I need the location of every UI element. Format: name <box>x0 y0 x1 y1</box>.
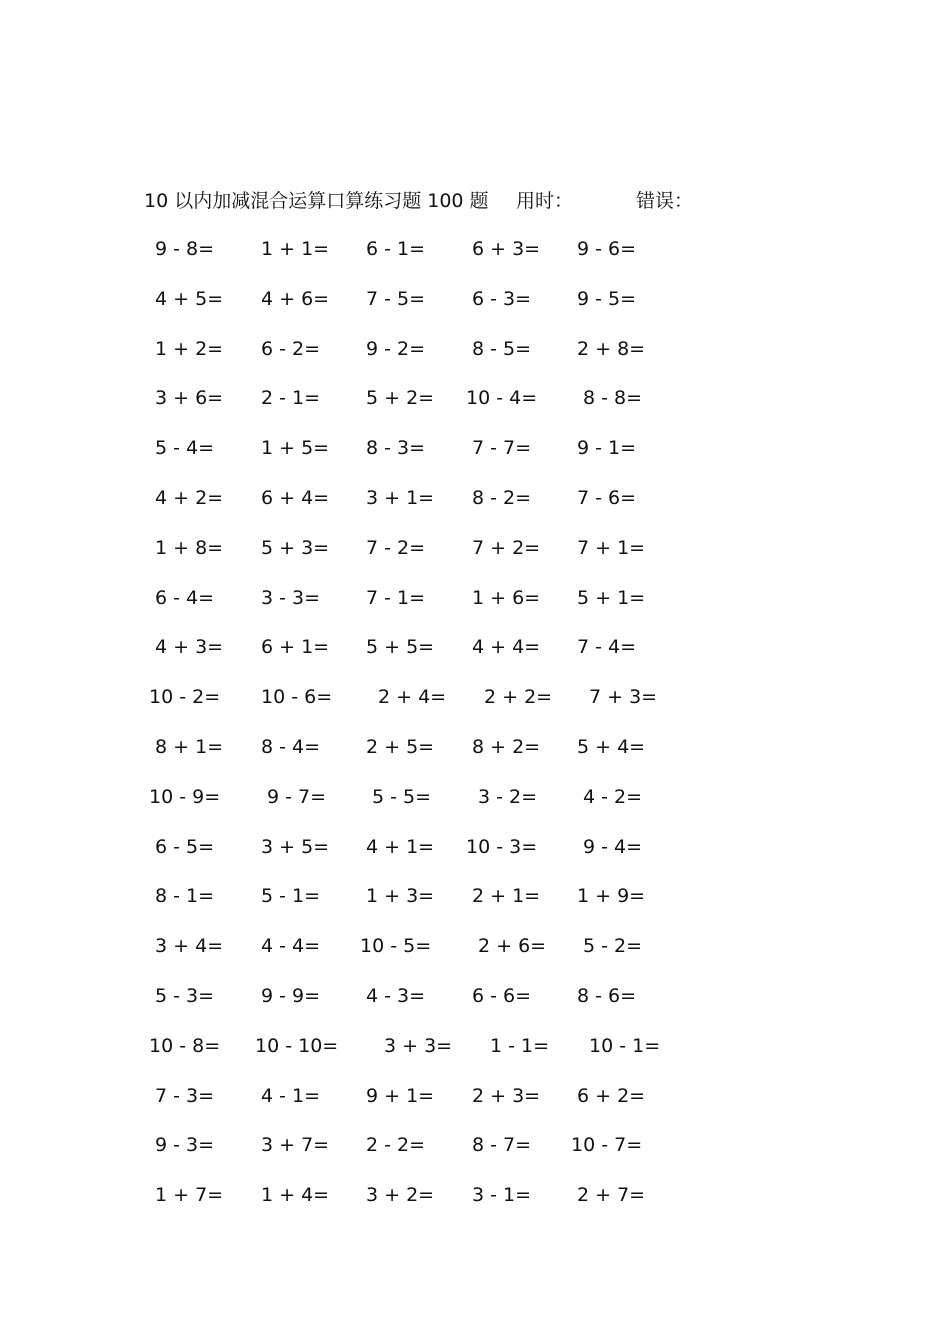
problem-item: 9 + 1= <box>366 1084 435 1107</box>
problem-row <box>0 782 950 832</box>
problem-item: 5 + 4= <box>577 735 646 758</box>
problem-item: 8 + 1= <box>155 735 224 758</box>
problem-row <box>0 732 950 782</box>
problem-item: 4 + 1= <box>366 835 435 858</box>
problem-item: 1 + 1= <box>261 238 330 260</box>
problem-item: 4 - 3= <box>366 984 426 1007</box>
problem-row <box>0 483 950 533</box>
problem-row <box>0 632 950 682</box>
problem-item: 8 - 3= <box>366 437 426 460</box>
problem-item: 6 + 2= <box>577 1084 646 1107</box>
problem-item: 10 - 7= <box>571 1134 643 1157</box>
problem-item: 7 - 1= <box>366 586 426 609</box>
problem-item: 1 - 1= <box>490 1034 550 1057</box>
problem-item: 8 - 5= <box>472 337 532 360</box>
problem-row <box>0 234 950 284</box>
problem-item: 4 - 4= <box>261 935 321 958</box>
problem-item: 1 + 9= <box>577 885 646 908</box>
problem-item: 6 + 3= <box>472 238 541 260</box>
problem-item: 1 + 7= <box>155 1184 224 1207</box>
problem-item: 10 - 4= <box>466 387 538 410</box>
problem-row <box>0 1031 950 1081</box>
error-label: 错误： <box>636 190 694 212</box>
problem-item: 7 - 4= <box>577 636 637 659</box>
problem-item: 9 - 6= <box>577 238 637 260</box>
problem-item: 10 - 9= <box>149 785 221 808</box>
problem-item: 9 - 2= <box>366 337 426 360</box>
problem-item: 3 + 3= <box>384 1034 453 1057</box>
problem-item: 3 + 7= <box>261 1134 330 1157</box>
problem-row <box>0 284 950 334</box>
problem-item: 3 + 1= <box>366 486 435 509</box>
problem-item: 8 - 1= <box>155 885 215 908</box>
problem-row <box>0 881 950 931</box>
problem-item: 8 - 6= <box>577 984 637 1007</box>
problem-row <box>0 1180 950 1230</box>
problem-item: 9 - 3= <box>155 1134 215 1157</box>
problem-item: 2 + 3= <box>472 1084 541 1107</box>
problem-item: 6 - 2= <box>261 337 321 360</box>
problem-item: 9 - 1= <box>577 437 637 460</box>
problem-item: 6 + 4= <box>261 486 330 509</box>
worksheet-title: 10 以内加减混合运算口算练习题 100 题 <box>144 190 489 212</box>
problem-item: 5 + 5= <box>366 636 435 659</box>
problem-item: 4 + 3= <box>155 636 224 659</box>
problem-item: 1 + 6= <box>472 586 541 609</box>
time-label: 用时： <box>516 190 574 212</box>
problem-item: 5 - 1= <box>261 885 321 908</box>
problem-item: 10 - 5= <box>360 935 432 958</box>
problem-item: 6 + 1= <box>261 636 330 659</box>
problem-item: 3 - 2= <box>478 785 538 808</box>
problem-item: 2 + 1= <box>472 885 541 908</box>
problem-item: 2 + 5= <box>366 735 435 758</box>
problem-item: 1 + 8= <box>155 536 224 559</box>
problem-item: 10 - 8= <box>149 1034 221 1057</box>
problem-row <box>0 1130 950 1180</box>
problem-item: 3 + 2= <box>366 1184 435 1207</box>
problem-item: 2 + 4= <box>378 686 447 709</box>
problem-item: 4 + 5= <box>155 287 224 310</box>
problem-item: 4 - 2= <box>583 785 643 808</box>
problem-item: 6 - 1= <box>366 238 426 260</box>
problem-item: 1 + 5= <box>261 437 330 460</box>
problem-item: 1 + 3= <box>366 885 435 908</box>
problem-item: 9 - 4= <box>583 835 643 858</box>
problem-item: 9 - 9= <box>261 984 321 1007</box>
problem-item: 6 - 6= <box>472 984 532 1007</box>
problem-row <box>0 1081 950 1131</box>
problem-item: 10 - 3= <box>466 835 538 858</box>
problem-item: 2 - 2= <box>366 1134 426 1157</box>
problem-item: 3 - 3= <box>261 586 321 609</box>
problem-item: 3 + 4= <box>155 935 224 958</box>
worksheet-header <box>0 186 950 216</box>
problem-item: 7 - 5= <box>366 287 426 310</box>
problem-item: 10 - 10= <box>255 1034 339 1057</box>
problem-item: 8 - 8= <box>583 387 643 410</box>
problem-item: 2 + 8= <box>577 337 646 360</box>
problem-item: 7 - 6= <box>577 486 637 509</box>
problem-item: 4 + 4= <box>472 636 541 659</box>
problem-row <box>0 682 950 732</box>
problem-row <box>0 433 950 483</box>
problem-item: 5 - 2= <box>583 935 643 958</box>
problem-item: 1 + 4= <box>261 1184 330 1207</box>
problem-item: 5 - 5= <box>372 785 432 808</box>
problem-item: 4 - 1= <box>261 1084 321 1107</box>
problem-item: 2 + 6= <box>478 935 547 958</box>
problem-item: 7 - 3= <box>155 1084 215 1107</box>
problem-item: 7 - 7= <box>472 437 532 460</box>
problem-item: 9 - 8= <box>155 238 215 260</box>
problem-item: 7 + 2= <box>472 536 541 559</box>
problem-grid <box>0 234 950 1230</box>
problem-item: 9 - 7= <box>267 785 327 808</box>
problem-row <box>0 334 950 384</box>
problem-row <box>0 981 950 1031</box>
problem-item: 3 - 1= <box>472 1184 532 1207</box>
problem-item: 8 - 2= <box>472 486 532 509</box>
problem-item: 6 - 5= <box>155 835 215 858</box>
problem-item: 2 - 1= <box>261 387 321 410</box>
problem-item: 5 + 2= <box>366 387 435 410</box>
problem-item: 5 - 4= <box>155 437 215 460</box>
problem-row <box>0 583 950 633</box>
problem-item: 2 + 7= <box>577 1184 646 1207</box>
problem-item: 8 - 7= <box>472 1134 532 1157</box>
problem-item: 3 + 5= <box>261 835 330 858</box>
problem-item: 2 + 2= <box>484 686 553 709</box>
problem-item: 6 - 3= <box>472 287 532 310</box>
problem-item: 4 + 6= <box>261 287 330 310</box>
problem-item: 10 - 6= <box>261 686 333 709</box>
problem-item: 7 + 3= <box>589 686 658 709</box>
problem-item: 7 + 1= <box>577 536 646 559</box>
problem-row <box>0 832 950 882</box>
problem-item: 5 + 1= <box>577 586 646 609</box>
problem-row <box>0 533 950 583</box>
problem-item: 5 - 3= <box>155 984 215 1007</box>
problem-item: 9 - 5= <box>577 287 637 310</box>
problem-item: 10 - 2= <box>149 686 221 709</box>
problem-item: 4 + 2= <box>155 486 224 509</box>
problem-item: 7 - 2= <box>366 536 426 559</box>
problem-item: 10 - 1= <box>589 1034 661 1057</box>
problem-row <box>0 931 950 981</box>
problem-item: 8 + 2= <box>472 735 541 758</box>
problem-row <box>0 383 950 433</box>
problem-item: 6 - 4= <box>155 586 215 609</box>
problem-item: 5 + 3= <box>261 536 330 559</box>
problem-item: 3 + 6= <box>155 387 224 410</box>
problem-item: 1 + 2= <box>155 337 224 360</box>
problem-item: 8 - 4= <box>261 735 321 758</box>
